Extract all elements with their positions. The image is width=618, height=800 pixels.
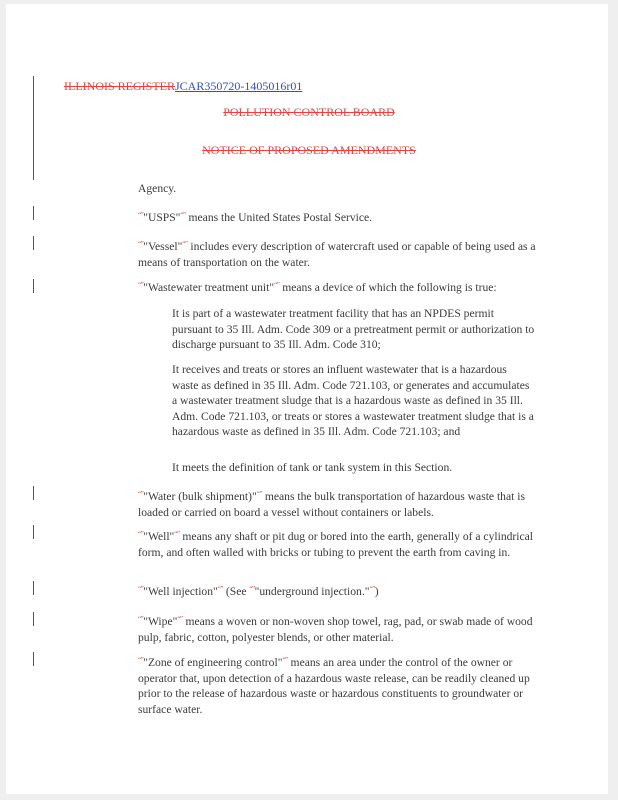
definition-vessel: “”"Vessel"“” includes every description of watercraft used or capable of being used as a means of transportation on the water. xyxy=(138,240,536,269)
definition-wipe: “”"Wipe"“” means a woven or non-woven shop towel, rag, pad, or swab made of wood pulp, fabric, cotton, polyester blends, or other material. xyxy=(138,615,533,644)
change-bar xyxy=(33,76,34,180)
board-title: POLLUTION CONTROL BOARD xyxy=(223,105,395,119)
definition-well-injection: “”"Well injection"“” (See “”"underground injection."“”) xyxy=(138,585,379,598)
change-bar xyxy=(33,581,34,595)
header-deleted: ILLINOIS REGISTER xyxy=(64,79,175,93)
change-bar xyxy=(33,612,34,626)
list-item: It receives and treats or stores an influent wastewater that is a hazardous waste as defined in 35 Ill. Adm. Code 721.103, or generates and accumulates a wastewater treatment sludge that is a hazardous waste as defined in 35 Ill. Adm. Code 721.103, or treats or stores a wastewater treatment sludge that is a hazardous waste as defined in 35 Ill. Adm. Code 721.103; and xyxy=(172,363,534,439)
header-inserted: JCAR350720-1405016r01 xyxy=(175,79,303,93)
definition-zone-of-engineering-control: “”"Zone of engineering control"“” means an area under the control of the owner or operator that, upon detection of a hazardous waste release, can be readily cleaned up prior to the release of hazardous waste or hazardous constituents to groundwater or surface water. xyxy=(138,656,530,716)
change-bar xyxy=(33,279,34,293)
list-item: It is part of a wastewater treatment facility that has an NPDES permit pursuant to 35 Ill. Adm. Code 309 or a pretreatment permit or authorization to discharge pursuant to 35 Ill. Adm. Code 310; xyxy=(172,307,535,352)
notice-title: NOTICE OF PROPOSED AMENDMENTS xyxy=(202,143,416,157)
definition-usps: “”"USPS"“” means the United States Postal Service. xyxy=(138,211,373,224)
list-item: It meets the definition of tank or tank system in this Section. xyxy=(172,461,453,474)
change-bar xyxy=(33,525,34,539)
definition-wastewater-treatment-unit: “”"Wastewater treatment unit"“” means a device of which the following is true: xyxy=(138,281,497,294)
change-bar xyxy=(33,236,34,250)
definition-water-bulk-shipment: “”"Water (bulk shipment)"“” means the bulk transportation of hazardous waste that is loaded or carried on board a vessel without containers or labels. xyxy=(138,490,525,519)
change-bar xyxy=(33,486,34,500)
agency-line: Agency. xyxy=(138,182,177,195)
definition-well: “”"Well"“” means any shaft or pit dug or bored into the earth, generally of a cylindrical form, and often walled with bricks or tubing to prevent the earth from caving in. xyxy=(138,530,534,559)
change-bar xyxy=(33,206,34,220)
change-bar xyxy=(33,652,34,666)
register-header xyxy=(64,79,302,94)
